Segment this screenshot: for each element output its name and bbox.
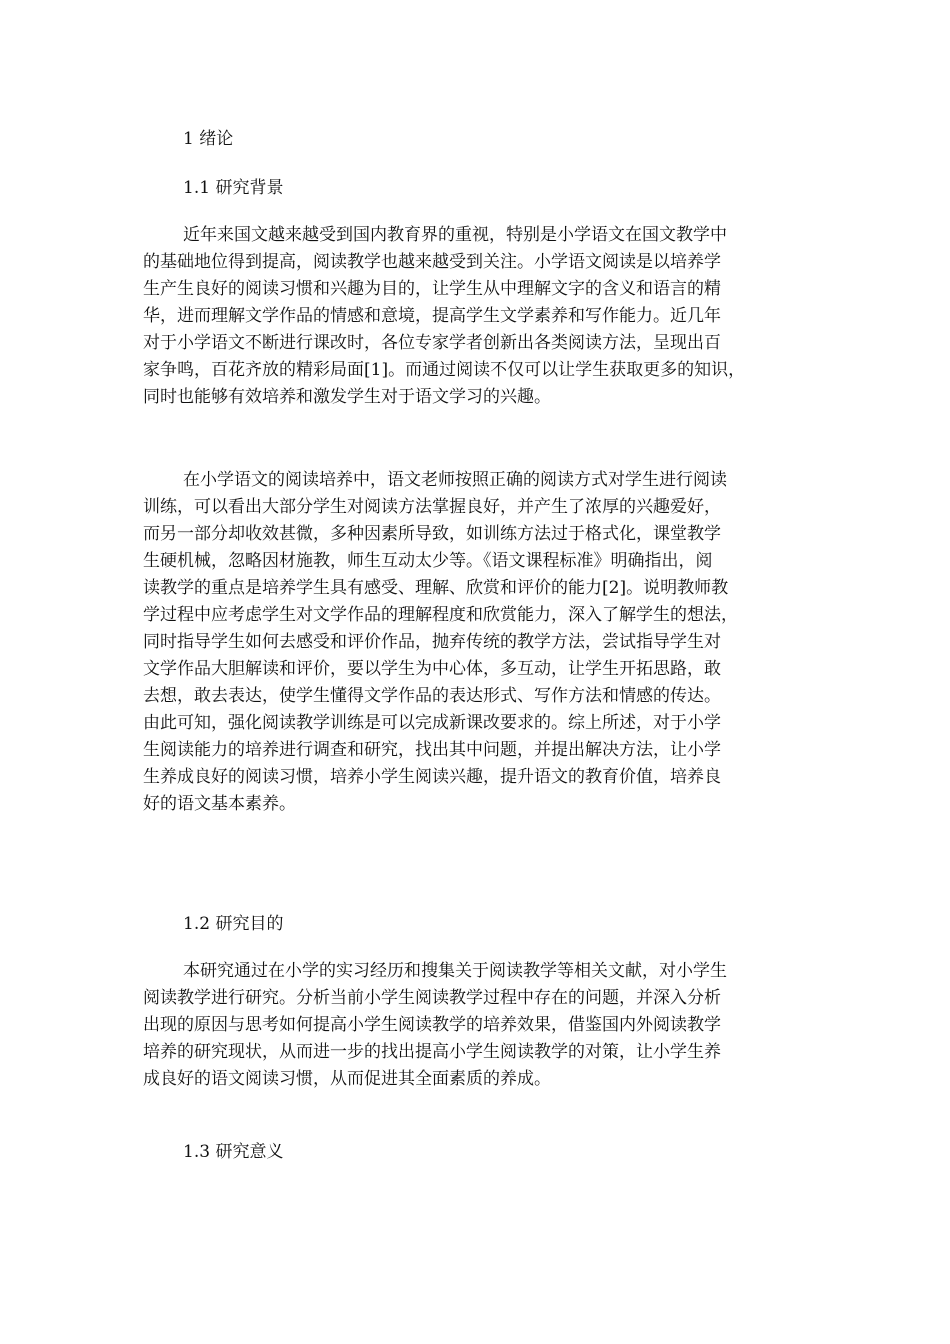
- text-line: 同时指导学生如何去感受和评价作品，抛弃传统的教学方法，尝试指导学生对: [143, 632, 721, 652]
- text-line: 训练，可以看出大部分学生对阅读方法掌握良好，并产生了浓厚的兴趣爱好，: [143, 497, 721, 517]
- text-line: 华，进而理解文学作品的情感和意境，提高学生文学素养和写作能力。近几年: [143, 306, 721, 326]
- text-line: 由此可知，强化阅读教学训练是可以完成新课改要求的。综上所述，对于小学: [143, 713, 721, 733]
- text-line: 成良好的语文阅读习惯，从而促进其全面素质的养成。: [143, 1069, 551, 1089]
- text-line: 生养成良好的阅读习惯，培养小学生阅读兴趣，提升语文的教育价值，培养良: [143, 767, 721, 787]
- text-line: 培养的研究现状，从而进一步的找出提高小学生阅读教学的对策，让小学生养: [143, 1042, 721, 1062]
- text-line: 学过程中应考虑学生对文学作品的理解程度和欣赏能力，深入了解学生的想法，: [143, 605, 738, 625]
- paragraph-background-1: [143, 222, 823, 411]
- text-line: 生产生良好的阅读习惯和兴趣为目的，让学生从中理解文字的含义和语言的精: [143, 279, 721, 299]
- text-line: 家争鸣，百花齐放的精彩局面[1]。而通过阅读不仅可以让学生获取更多的知识，: [143, 360, 746, 380]
- text-line: 同时也能够有效培养和激发学生对于语文学习的兴趣。: [143, 387, 551, 407]
- text-line: 而另一部分却收效甚微，多种因素所导致，如训练方法过于格式化，课堂教学: [143, 524, 721, 544]
- text-line: 阅读教学进行研究。分析当前小学生阅读教学过程中存在的问题，并深入分析: [143, 988, 721, 1008]
- text-line: 生硬机械，忽略因材施教，师生互动太少等。《语文课程标准》明确指出，阅: [143, 551, 713, 571]
- paragraph-purpose: [143, 958, 823, 1093]
- heading-research-purpose: 1.2 研究目的: [183, 914, 284, 934]
- paragraph-background-2: [143, 467, 823, 818]
- text-line: 近年来国文越来越受到国内教育界的重视，特别是小学语文在国文教学中: [183, 225, 727, 245]
- heading-introduction: 1 绪论: [183, 129, 234, 149]
- text-line: 生阅读能力的培养进行调查和研究，找出其中问题，并提出解决方法，让小学: [143, 740, 721, 760]
- text-line: 出现的原因与思考如何提高小学生阅读教学的培养效果，借鉴国内外阅读教学: [143, 1015, 721, 1035]
- text-line: 去想，敢去表达，使学生懂得文学作品的表达形式、写作方法和情感的传达。: [143, 686, 721, 706]
- text-line: 好的语文基本素养。: [143, 794, 296, 814]
- text-line: 对于小学语文不断进行课改时，各位专家学者创新出各类阅读方法，呈现出百: [143, 333, 721, 353]
- text-line: 的基础地位得到提高，阅读教学也越来越受到关注。小学语文阅读是以培养学: [143, 252, 721, 272]
- heading-research-significance: 1.3 研究意义: [183, 1142, 284, 1162]
- heading-research-background: 1.1 研究背景: [183, 178, 284, 198]
- text-line: 文学作品大胆解读和评价，要以学生为中心体，多互动，让学生开拓思路，敢: [143, 659, 721, 679]
- text-line: 本研究通过在小学的实习经历和搜集关于阅读教学等相关文献，对小学生: [183, 961, 727, 981]
- text-line: 读教学的重点是培养学生具有感受、理解、欣赏和评价的能力[2]。说明教师教: [143, 578, 729, 598]
- text-line: 在小学语文的阅读培养中，语文老师按照正确的阅读方式对学生进行阅读: [183, 470, 727, 490]
